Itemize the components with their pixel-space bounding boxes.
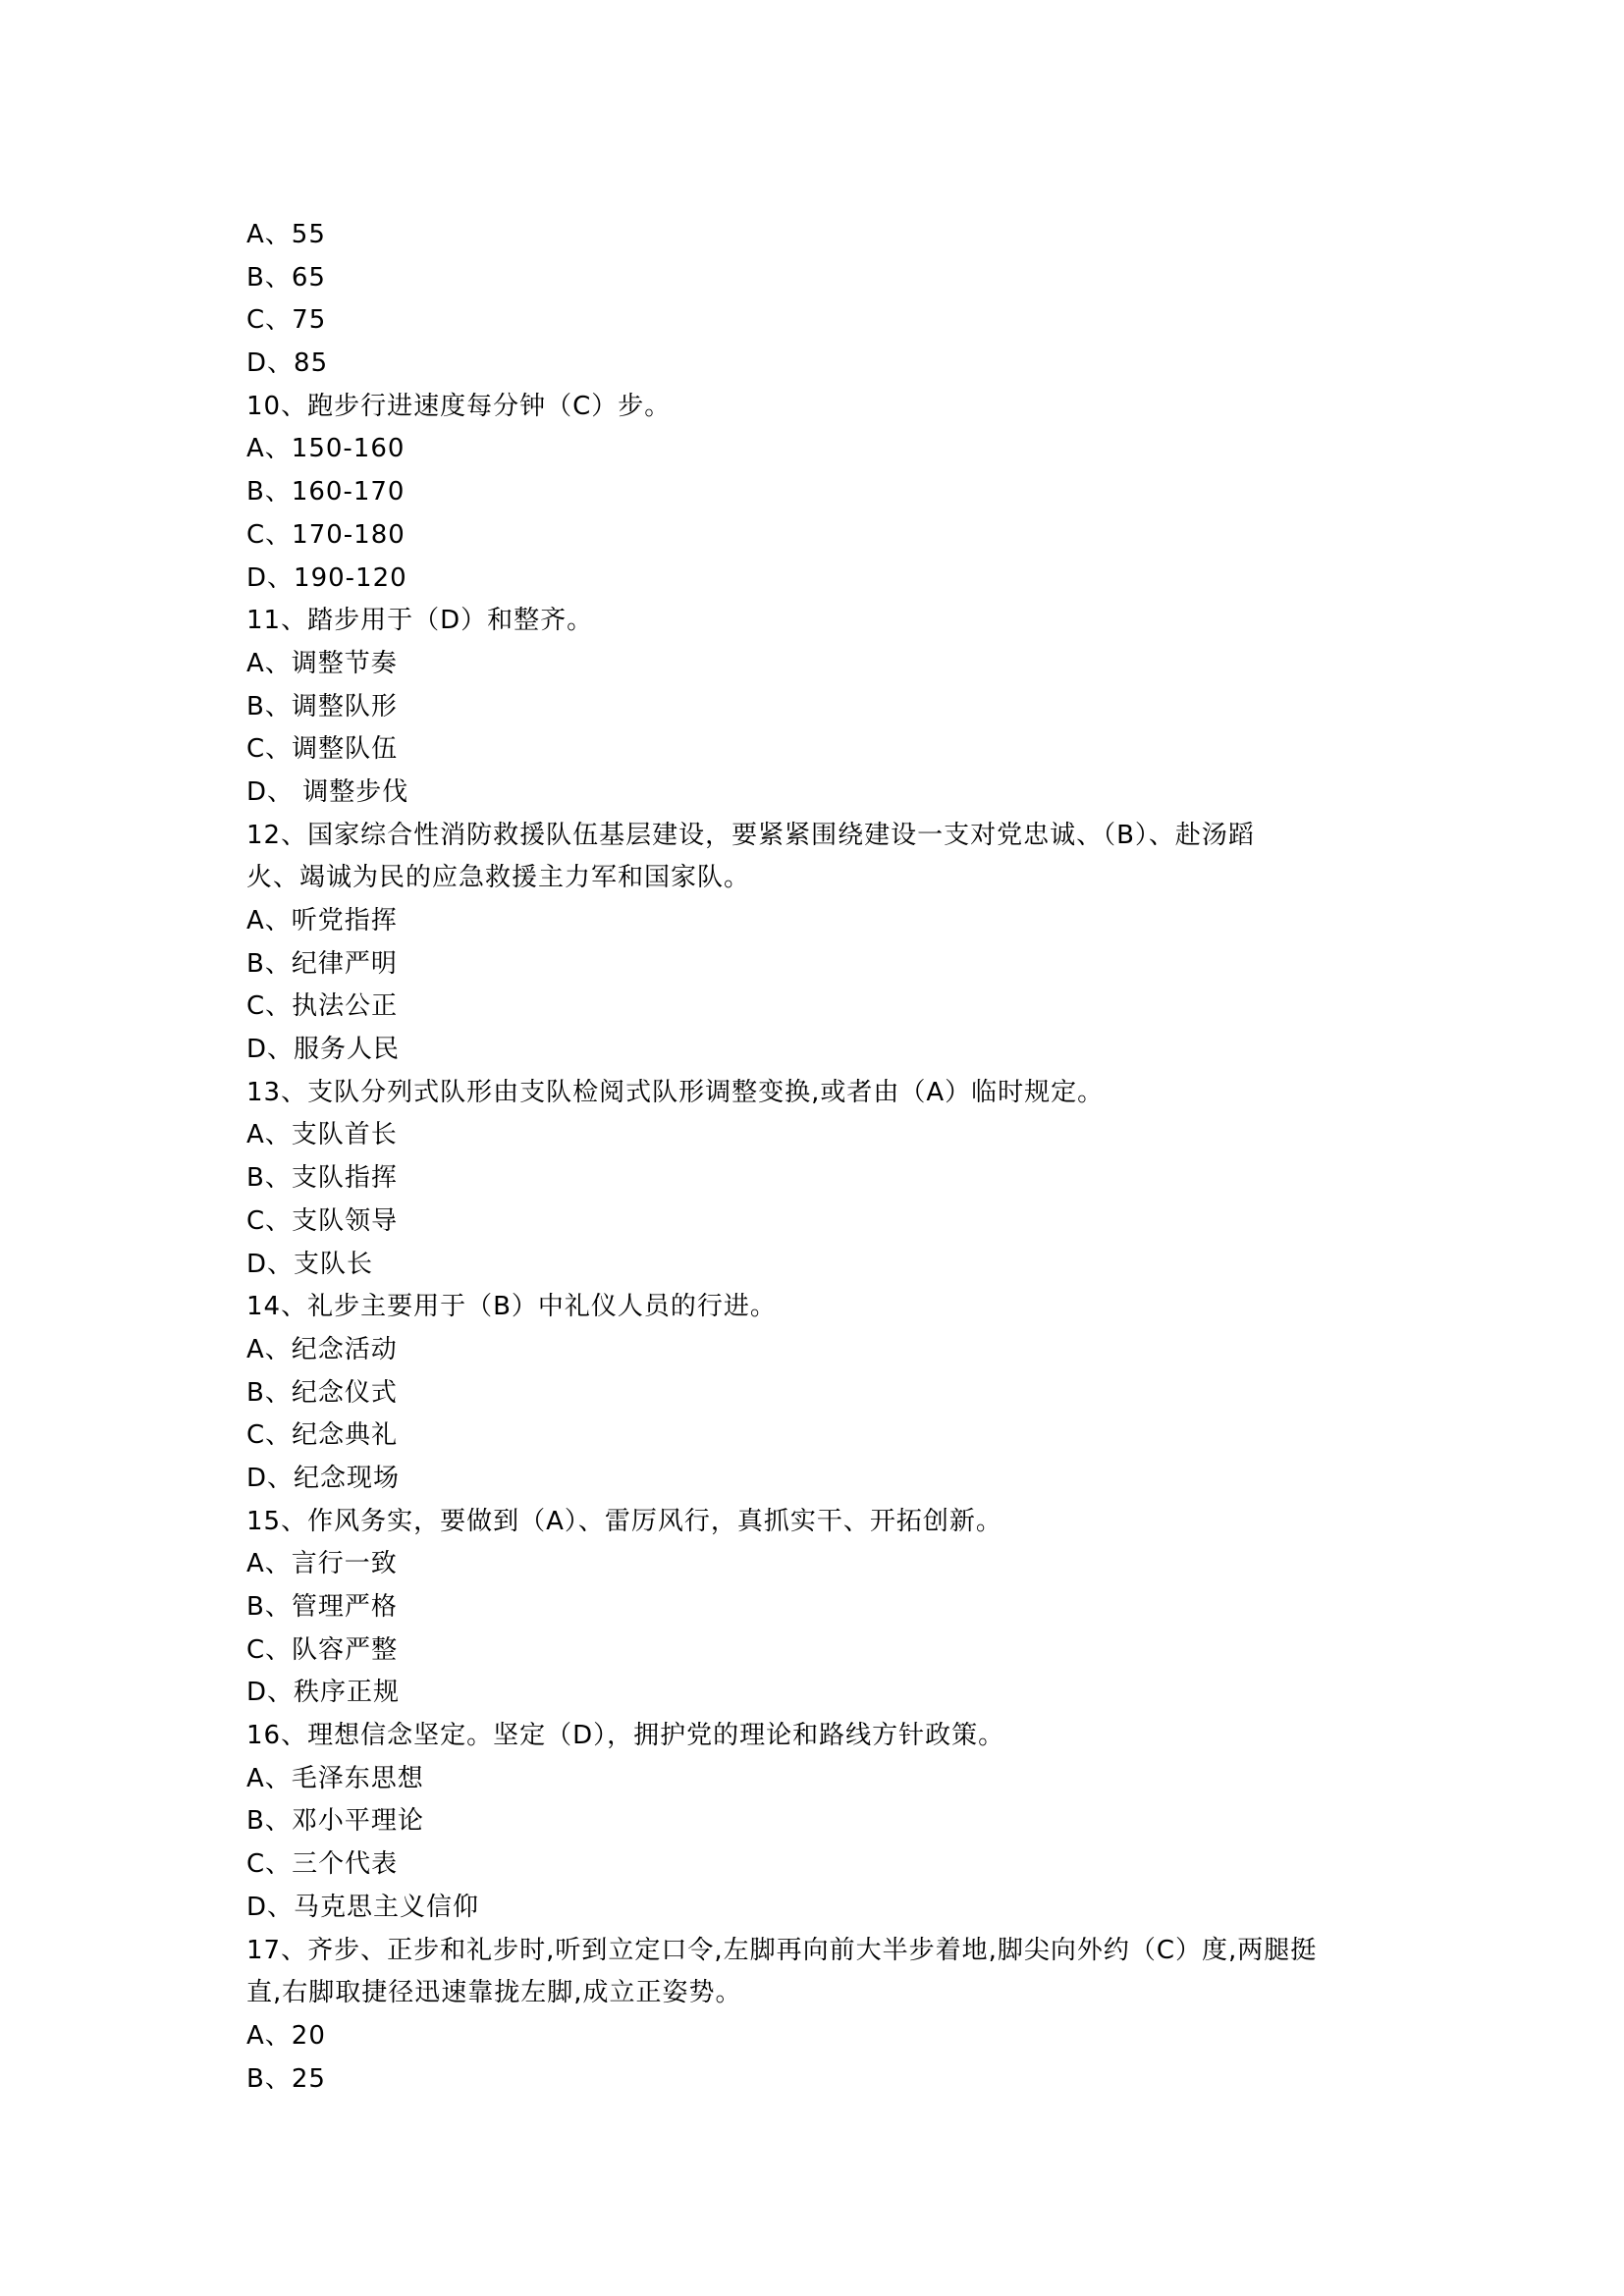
option-line: A、听党指挥 xyxy=(246,906,398,935)
question-line: 14、礼步主要用于（B）中礼仪人员的行进。 xyxy=(246,1292,777,1322)
question-line: 10、跑步行进速度每分钟（C）步。 xyxy=(246,391,672,421)
question-line: 13、支队分列式队形由支队检阅式队形调整变换,或者由（A）临时规定。 xyxy=(246,1077,1105,1107)
question-line: 11、踏步用于（D）和整齐。 xyxy=(246,606,594,636)
option-line: D、190-120 xyxy=(246,562,407,593)
option-line: C、纪念典礼 xyxy=(246,1420,399,1451)
question-line: 15、作风务实，要做到（A）、雷厉风行，真抓实干、开拓创新。 xyxy=(246,1506,1002,1536)
option-line: D、85 xyxy=(246,348,329,379)
option-line: C、队容严整 xyxy=(246,1634,399,1665)
option-line: A、言行一致 xyxy=(246,1549,398,1579)
option-line: C、170-180 xyxy=(246,519,406,550)
option-line: A、150-160 xyxy=(246,434,406,464)
option-line: B、调整队形 xyxy=(246,691,398,721)
option-line: B、160-170 xyxy=(246,477,406,507)
option-line: A、纪念活动 xyxy=(246,1334,398,1364)
option-line: C、三个代表 xyxy=(246,1849,399,1880)
option-line: A、毛泽东思想 xyxy=(246,1763,424,1793)
option-line: D、服务人民 xyxy=(246,1035,401,1065)
option-line: C、调整队伍 xyxy=(246,734,399,765)
option-line: A、支队首长 xyxy=(246,1120,398,1150)
option-line: B、25 xyxy=(246,2063,326,2094)
question-line: 16、理想信念坚定。坚定（D），拥护党的理论和路线方针政策。 xyxy=(246,1721,1005,1751)
quiz-content xyxy=(246,214,1385,2101)
option-line: B、管理严格 xyxy=(246,1592,398,1622)
option-line: D、支队长 xyxy=(246,1249,374,1279)
option-line: B、支队指挥 xyxy=(246,1163,398,1194)
option-line: D、马克思主义信仰 xyxy=(246,1892,480,1922)
option-line: C、75 xyxy=(246,305,327,336)
option-line: C、执法公正 xyxy=(246,991,399,1022)
question-line: 12、国家综合性消防救援队伍基层建设，要紧紧围绕建设一支对党忠诚、（B）、赴汤蹈 xyxy=(246,820,1255,850)
option-line: D、纪念现场 xyxy=(246,1463,401,1493)
question-line: 17、齐步、正步和礼步时,听到立定口令,左脚再向前大半步着地,脚尖向外约（C）度,两腿挺 xyxy=(246,1935,1318,1965)
option-line: D、 调整步伐 xyxy=(246,776,409,807)
option-line: B、65 xyxy=(246,262,326,293)
option-line: A、调整节奏 xyxy=(246,648,398,678)
option-line: A、55 xyxy=(246,220,326,249)
option-line: B、邓小平理论 xyxy=(246,1806,424,1837)
question-line: 火、竭诚为民的应急救援主力军和国家队。 xyxy=(246,863,751,893)
question-line: 直,右脚取捷径迅速靠拢左脚,成立正姿势。 xyxy=(246,1978,742,2008)
option-line: C、支队领导 xyxy=(246,1205,399,1236)
option-line: B、纪念仪式 xyxy=(246,1377,398,1408)
option-line: D、秩序正规 xyxy=(246,1678,401,1708)
option-line: B、纪律严明 xyxy=(246,948,398,979)
option-line: A、20 xyxy=(246,2020,326,2051)
